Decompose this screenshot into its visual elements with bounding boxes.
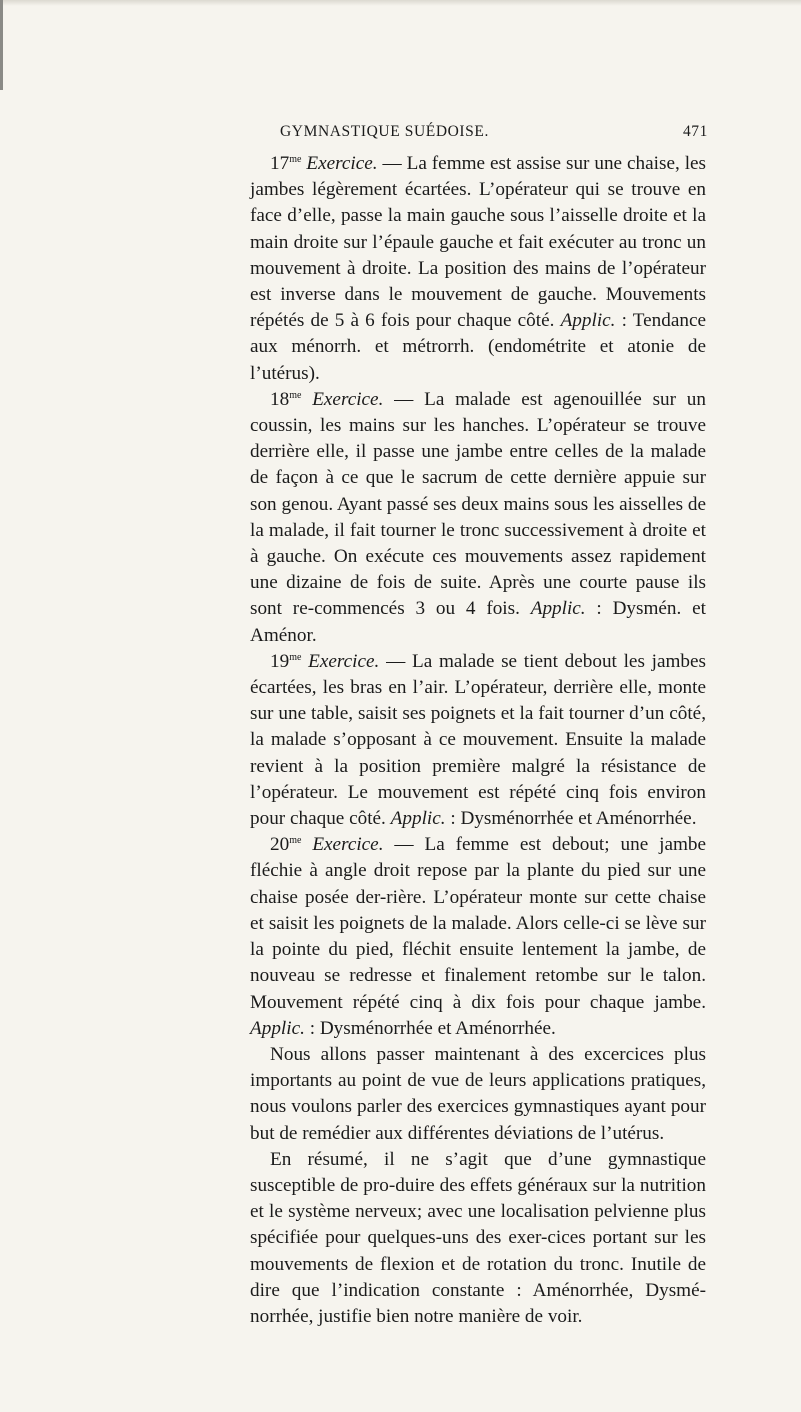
paragraph-exercise-19 [250, 649, 706, 832]
body-text [250, 151, 706, 1330]
exercise-number: $19^{me}$ [270, 650, 302, 672]
exercise-description: — La femme est assise sur une chaise, les jambes légèrement écartées. L’opérateur qui se trouve en face d’elle, passe la main gauche sous l’aisselle droite et la main droite sur l’épaule gauche et fait exécuter au tronc un mouvement à droite. La position des mains de l’opérateur est inverse dans le mouvement de gauche. Mouvements répétés de 5 à 6 fois pour chaque côté. [250, 153, 707, 332]
applic-label: Applic. [390, 808, 446, 830]
paragraph-exercise-20 [250, 832, 706, 1042]
applic-label: Applic. [560, 310, 616, 332]
exercise-label: Exercice. [306, 153, 378, 174]
paragraph-exercise-17 [250, 151, 706, 387]
exercise-number: $20^{me}$ [270, 834, 302, 856]
exercise-description: — La malade est agenouillée sur un coussin, les mains sur les hanches. L’opérateur se trouve derrière elle, il passe une jambe entre celles de la malade de façon à ce que le sacrum de cette dernière appuie sur son genou. Ayant passé ses deux mains sous les aisselles de la malade, il fait tourner le tronc successivement à droite et à gauche. On exécute ces mouvements assez rapidement une dizaine de fois de suite. Après une courte pause ils sont re-commencés 3 ou 4 fois. [250, 388, 707, 620]
paragraph-exercise-18 [250, 387, 706, 649]
page-number: 471 [682, 123, 708, 140]
applic-text: : Tendance aux ménorrh. et métrorrh. (endométrite et atonie de l’utérus). [250, 310, 706, 384]
page-top-edge [0, 0, 801, 6]
applic-text: : Dysménorrhée et Aménorrhée. [304, 1017, 556, 1039]
exercise-label: Exercice. [308, 650, 380, 672]
page-left-edge [0, 0, 3, 90]
running-title: GYMNASTIQUE SUÉDOISE. [280, 123, 489, 140]
applic-text: : Dysménorrhée et Aménorrhée. [445, 808, 697, 830]
exercise-description: — La malade se tient debout les jambes écartées, les bras en l’air. L’opérateur, derrière elle, monte sur une table, saisit ses poignets et la fait tourner d’un côté, la malade s’opposant à ce mouvement. Ensuite la malade revient à la position première malgré la résistance de l’opérateur. Le mouvement est répété cinq fois environ pour chaque côté. [250, 650, 706, 830]
exercise-number: $18^{me}$ [270, 388, 302, 410]
applic-label: Applic. [530, 598, 586, 620]
applic-text: : Dysmén. et Aménor. [250, 598, 706, 646]
paragraph-summary: En résumé, il ne s’agit que d’une gymnastique susceptible de pro-duire des effets généraux sur la nutrition et le système nerveux; avec une localisation pelvienne plus spécifiée pour quelques-uns des exer-cices portant sur les mouvements de flexion et de rotation du tronc. Inutile de dire que l’indication constante : Aménorrhée, Dysmé-norrhée, justifie bien notre manière de voir. [250, 1148, 706, 1327]
exercise-label: Exercice. [312, 834, 384, 856]
paragraph-deviations: Nous allons passer maintenant à des excercices plus importants au point de vue de leurs applications pratiques, nous voulons parler des exercices gymnastiques ayant pour but de remédier aux différentes déviations de l’utérus. [250, 1043, 706, 1144]
exercise-description: — La femme est debout; une jambe fléchie à angle droit repose par la plante du pied sur une chaise posée der-rière. L’opérateur monte sur cette chaise et saisit les poignets de la malade. Alors celle-ci se lève sur la pointe du pied, fléchit ensuite lentement la jambe, de nouveau se redresse et finalement retombe sur le talon. Mouvement répété cinq à dix fois pour chaque jambe. [250, 834, 706, 1013]
exercise-label: Exercice. [312, 388, 384, 410]
applic-label: Applic. [250, 1017, 305, 1039]
exercise-number: $17^{me}$ [270, 153, 302, 174]
